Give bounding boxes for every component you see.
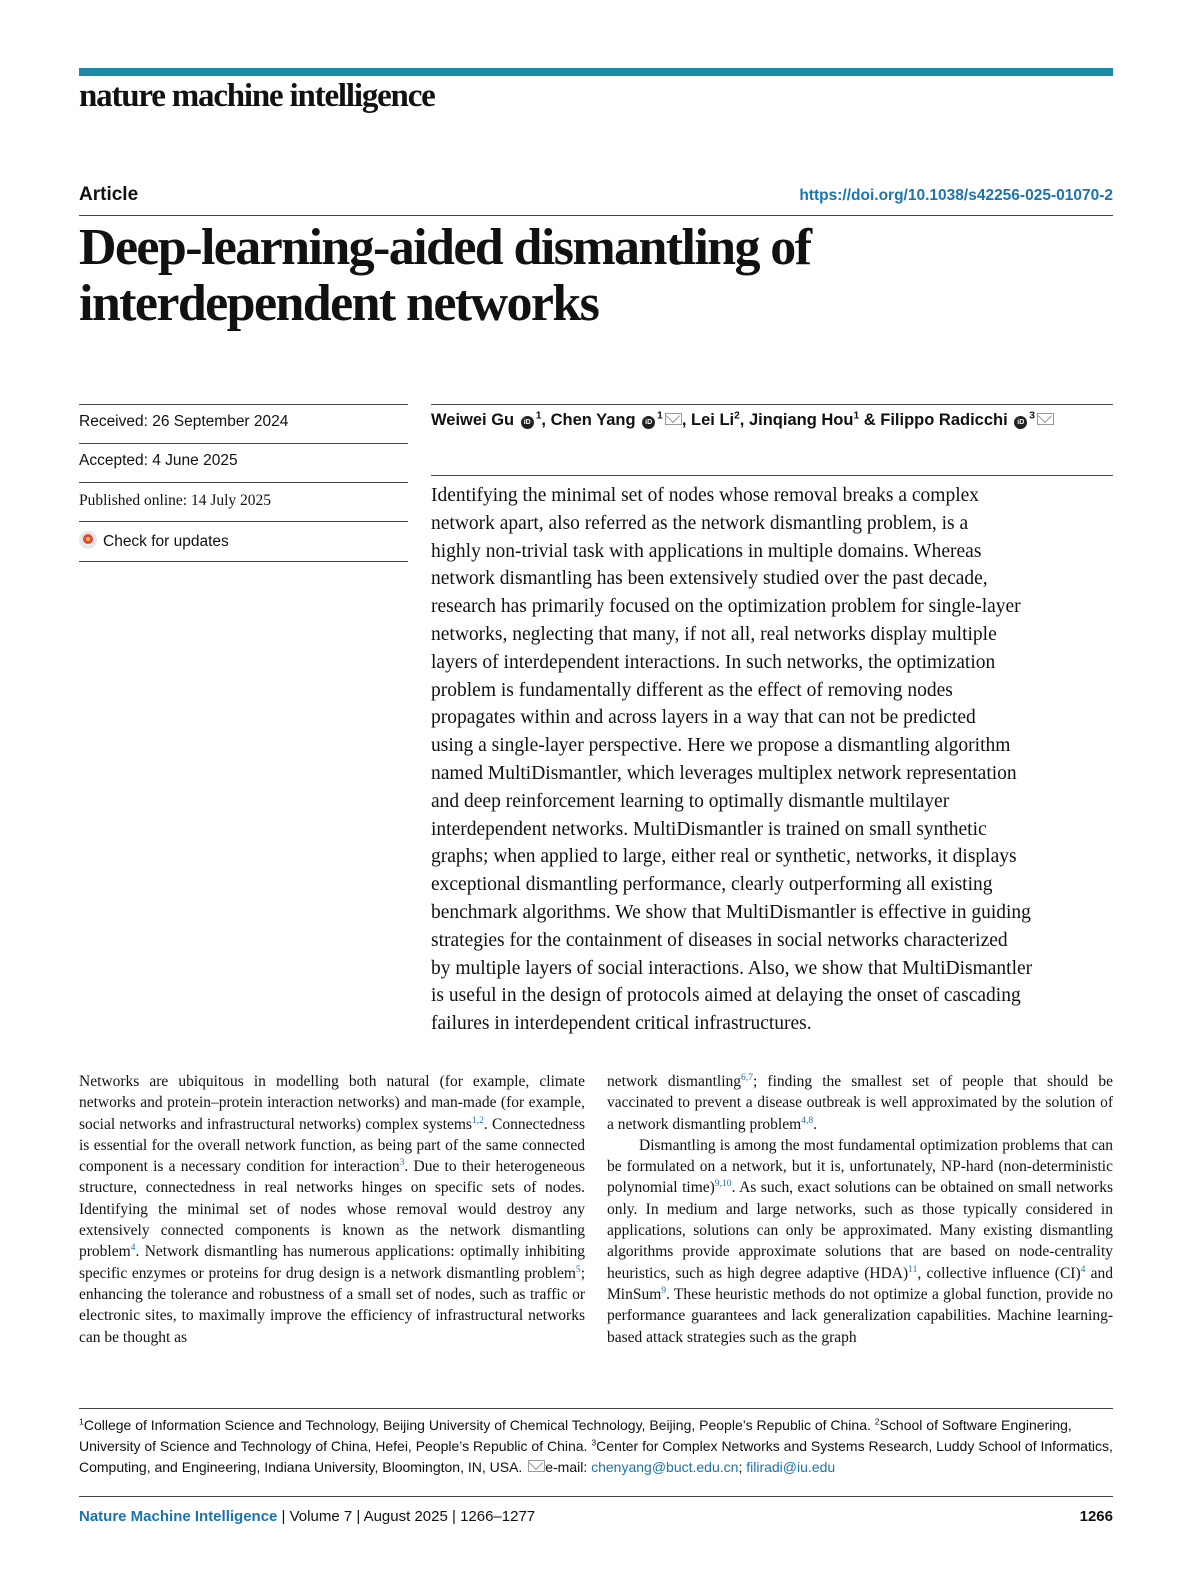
footer-citation bbox=[79, 1508, 535, 1525]
abstract-line: and deep reinforcement learning to optimally dismantle multilayer bbox=[431, 790, 950, 812]
article-type: Article bbox=[79, 184, 139, 205]
published-date: Published online: 14 July 2025 bbox=[79, 492, 272, 509]
footer-pages: 1266–1277 bbox=[460, 1508, 536, 1525]
citation-link[interactable]: 9 bbox=[661, 1284, 667, 1296]
sidebar-rule bbox=[79, 521, 408, 522]
affiliation-text: College of Information Science and Technology, Beijing University of Chemical Technology, Beijing, People’s Republic of China. bbox=[83, 1417, 875, 1433]
abstract-line: layers of interdependent interactions. In such networks, the optimization bbox=[431, 651, 996, 673]
abstract-line: highly non-trivial task with applications in multiple domains. Whereas bbox=[431, 540, 982, 562]
abstract-line: network apart, also referred as the network dismantling problem, is a bbox=[431, 512, 969, 534]
citation-link[interactable]: 3 bbox=[399, 1157, 405, 1169]
author-separator: & bbox=[863, 411, 876, 429]
body-paragraph bbox=[79, 1071, 585, 1348]
check-updates-label: Check for updates bbox=[103, 533, 229, 550]
abstract-line: research has primarily focused on the optimization problem for single-layer bbox=[431, 596, 1021, 618]
abstract-line: failures in interdependent critical infrastructures. bbox=[431, 1013, 812, 1035]
body-text: , collective influence (CI) bbox=[917, 1264, 1081, 1282]
affiliation-text: Center for Complex Networks and Systems Research, Luddy School of Informatics, Computing, and Engineering, Indiana University, Bloomington, IN, USA. bbox=[79, 1438, 1113, 1475]
author-name[interactable]: Weiwei Gu bbox=[431, 411, 515, 429]
email-icon[interactable] bbox=[1037, 413, 1054, 425]
crossmark-icon bbox=[79, 531, 97, 549]
affiliation-marker: 1 bbox=[79, 1416, 84, 1427]
body-text: Networks are ubiquitous in modelling both natural (for example, climate networks and protein–protein interaction networks) and man-made (for example, social networks and infrastructural networks) complex systems bbox=[79, 1073, 585, 1133]
doi-link[interactable]: https://doi.org/10.1038/s42256-025-01070-2 bbox=[799, 187, 1113, 204]
body-paragraph bbox=[607, 1071, 1113, 1135]
top-accent-bar bbox=[79, 68, 1113, 76]
body-text: . These heuristic methods do not optimize a global function, provide no performance guarantees and lack generalization capabilities. Machine learning-based attack strategies such as the graph bbox=[607, 1285, 1113, 1346]
title-top-rule bbox=[79, 215, 1113, 216]
author-name[interactable]: Filippo Radicchi bbox=[880, 411, 1008, 429]
sidebar-rule bbox=[79, 561, 408, 562]
author-list: Weiwei Gu $iD^1$, Chen Yang $iD^1$ , Lei Li$^2$, Jinqiang Hou$^1$ & Filippo Radicchi $iD^3$ bbox=[431, 411, 1054, 430]
affiliation-marker: 1 bbox=[853, 410, 860, 422]
abstract-top-rule bbox=[431, 475, 1113, 476]
abstract-line: networks, neglecting that many, if not all, real networks display multiple bbox=[431, 623, 997, 645]
body-text: Dismantling is among the most fundamental optimization problems that can be formulated on a network, but it is, unfortunately, NP-hard (non-deterministic polynomial time) bbox=[607, 1136, 1113, 1197]
footnote-rule bbox=[79, 1408, 1113, 1409]
citation-link[interactable]: 4,8 bbox=[801, 1114, 814, 1126]
journal-logo: nature machine intelligence bbox=[79, 78, 435, 114]
author-name[interactable]: Lei Li bbox=[691, 411, 735, 429]
abstract-line: propagates within and across layers in a way that can not be predicted bbox=[431, 707, 976, 729]
body-paragraph bbox=[607, 1135, 1113, 1348]
page-number: 1266 bbox=[1079, 1508, 1113, 1525]
affiliation-text: School of Software Enginering, University of Science and Technology of China, Hefei, People’s Republic of China. bbox=[79, 1417, 1072, 1454]
footer-separator: | bbox=[447, 1508, 461, 1525]
orcid-icon[interactable]: iD bbox=[521, 416, 534, 429]
body-text: . Connectedness is essential for the overall network function, as being part of the same connected component is a necessary condition for interaction bbox=[79, 1115, 585, 1176]
abstract-line: using a single-layer perspective. Here we propose a dismantling algorithm bbox=[431, 735, 1011, 757]
orcid-icon[interactable]: iD bbox=[1014, 416, 1027, 429]
affiliation-marker: 3 bbox=[591, 1437, 597, 1448]
title-line: interdependent networks bbox=[79, 275, 599, 332]
body-text: . Due to their heterogeneous structure, connectedness in real networks hinges on specific sets of nodes. Identifying the minimal set of nodes whose removal would destroy any extensively connected components is known as the network dismantling problem bbox=[79, 1158, 585, 1261]
email-separator: ; bbox=[738, 1459, 747, 1475]
abstract-line: named MultiDismantler, which leverages multiplex network representation bbox=[431, 762, 1017, 784]
body-text: . bbox=[813, 1115, 818, 1133]
affiliation-marker: 2 bbox=[874, 1416, 880, 1427]
body-text: and MinSum bbox=[607, 1264, 1113, 1303]
article-title bbox=[79, 220, 810, 332]
body-column-left bbox=[79, 1071, 585, 1348]
footer-separator: | bbox=[352, 1508, 364, 1525]
sidebar-rule bbox=[79, 482, 408, 483]
orcid-icon[interactable]: iD bbox=[642, 416, 655, 429]
footer-date: August 2025 bbox=[363, 1508, 448, 1525]
body-text: . Network dismantling has numerous applications: optimally inhibiting specific enzymes or proteins for drug design is a network dismantling problem bbox=[79, 1243, 585, 1282]
citation-link[interactable]: 1,2 bbox=[471, 1114, 484, 1126]
author-name[interactable]: Chen Yang bbox=[550, 411, 636, 429]
abstract-line: problem is fundamentally different as the effect of removing nodes bbox=[431, 679, 953, 701]
citation-link[interactable]: 4 bbox=[130, 1242, 136, 1254]
citation-link[interactable]: 4 bbox=[1080, 1263, 1086, 1275]
abstract bbox=[431, 482, 1113, 1038]
received-date: Received: 26 September 2024 bbox=[79, 413, 289, 430]
email-label: e-mail: bbox=[545, 1459, 592, 1475]
abstract-line: benchmark algorithms. We show that MultiDismantler is effective in guiding bbox=[431, 901, 1031, 923]
sidebar-rule bbox=[79, 443, 408, 444]
check-for-updates-button[interactable] bbox=[79, 531, 408, 551]
footer-journal[interactable]: Nature Machine Intelligence bbox=[79, 1508, 278, 1525]
citation-link[interactable]: 5 bbox=[575, 1263, 581, 1275]
abstract-line: interdependent networks. MultiDismantler is trained on small synthetic bbox=[431, 818, 987, 840]
body-text: network dismantling bbox=[607, 1073, 742, 1090]
accepted-date: Accepted: 4 June 2025 bbox=[79, 452, 238, 469]
affiliation-marker: 2 bbox=[734, 410, 740, 422]
email-icon[interactable] bbox=[665, 413, 682, 425]
body-text: ; finding the smallest set of people that should be vaccinated to prevent a disease outbreak is well approximated by the solution of a network dismantling problem bbox=[607, 1073, 1113, 1133]
abstract-line: by multiple layers of social interactions. Also, we show that MultiDismantler bbox=[431, 957, 1033, 979]
sidebar-rule bbox=[79, 404, 408, 405]
footer-volume: Volume 7 bbox=[289, 1508, 353, 1525]
author-name[interactable]: Jinqiang Hou bbox=[748, 411, 854, 429]
citation-link[interactable]: 6,7 bbox=[741, 1071, 754, 1083]
abstract-line: network dismantling has been extensively studied over the past decade, bbox=[431, 568, 988, 590]
footer-rule bbox=[79, 1496, 1113, 1497]
affiliation-marker: 3 bbox=[1029, 410, 1035, 422]
abstract-line: strategies for the containment of diseases in social networks characterized bbox=[431, 929, 1008, 951]
abstract-line: Identifying the minimal set of nodes whose removal breaks a complex bbox=[431, 485, 980, 506]
authors-top-rule bbox=[431, 404, 1113, 405]
abstract-line: is useful in the design of protocols aimed at delaying the onset of cascading bbox=[431, 985, 1021, 1007]
email-icon bbox=[528, 1460, 545, 1472]
citation-link[interactable]: 11 bbox=[908, 1263, 918, 1275]
affiliation-marker: 1 bbox=[657, 410, 663, 422]
affiliations-footnote bbox=[79, 1415, 1113, 1478]
abstract-line: graphs; when applied to large, either real or synthetic, networks, it displays bbox=[431, 846, 1017, 868]
abstract-line: exceptional dismantling performance, clearly outperforming all existing bbox=[431, 874, 993, 896]
footer-separator: | bbox=[277, 1508, 290, 1525]
email-link[interactable]: chenyang@buct.edu.cn bbox=[591, 1459, 739, 1475]
body-text: ; enhancing the tolerance and robustness of a small set of nodes, such as traffic or electronic sites, to maximally improve the efficiency of infrastructural networks can be thought as bbox=[79, 1264, 585, 1346]
body-column-right bbox=[607, 1071, 1113, 1348]
affiliation-marker: 1 bbox=[535, 410, 542, 422]
title-line: Deep-learning-aided dismantling of bbox=[79, 219, 811, 276]
citation-link[interactable]: 9,10 bbox=[714, 1178, 732, 1190]
email-link[interactable]: filiradi@iu.edu bbox=[746, 1459, 836, 1475]
body-text: . As such, exact solutions can be obtained on small networks only. In medium and large networks, such as those typically considered in applications, solutions can only be approximated. Many existing dismantling algorithms provide approximate solutions that are based on node-centrality heuristics, such as high degree adaptive (HDA) bbox=[607, 1179, 1113, 1282]
